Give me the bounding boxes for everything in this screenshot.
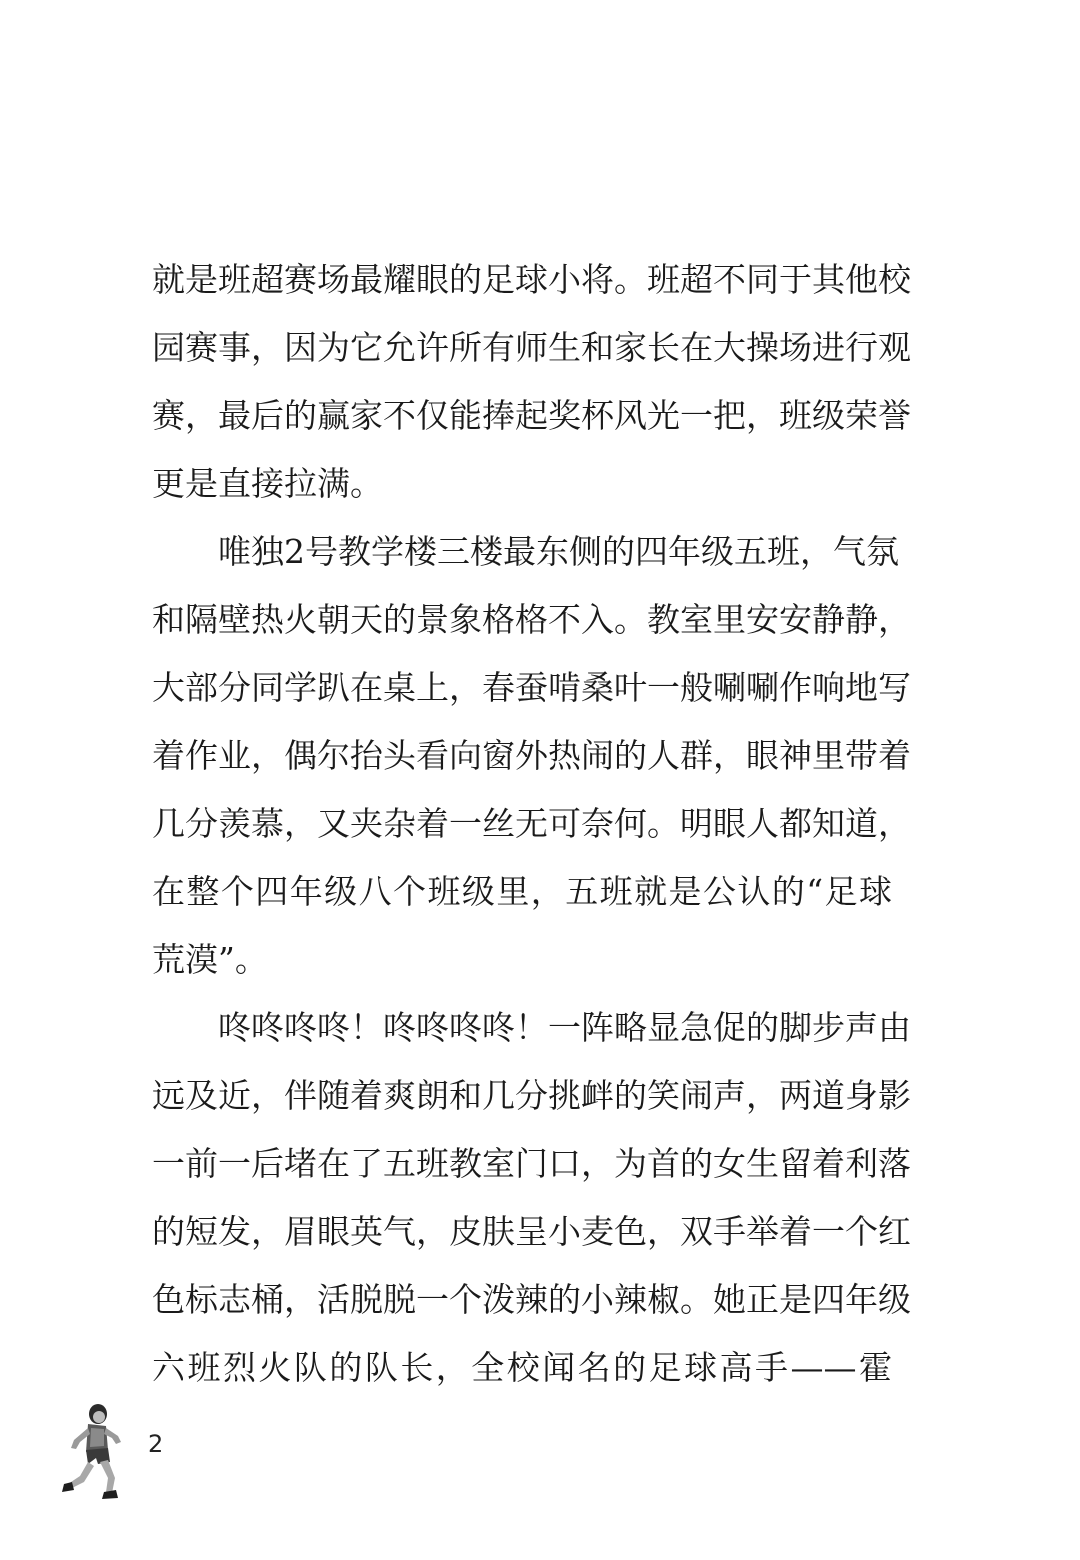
paragraph-1 <box>152 246 911 518</box>
text-line: 六班烈火队的队长，全校闻名的足球高手——霍 <box>152 1348 892 1387</box>
running-boy-icon <box>58 1402 124 1502</box>
text-line: 着作业，偶尔抬头看向窗外热闹的人群，眼神里带着 <box>152 736 911 775</box>
page-number: 2 <box>148 1430 164 1458</box>
text-line: 就是班超赛场最耀眼的足球小将。班超不同于其他校 <box>152 260 911 299</box>
text-line: 园赛事，因为它允许所有师生和家长在大操场进行观 <box>152 328 911 367</box>
text-line: 色标志桶，活脱脱一个泼辣的小辣椒。她正是四年级 <box>152 1280 911 1319</box>
text-line: 远及近，伴随着爽朗和几分挑衅的笑闹声，两道身影 <box>152 1076 911 1115</box>
text-line: 和隔壁热火朝天的景象格格不入。教室里安安静静， <box>152 600 911 639</box>
text-line: 更是直接拉满。 <box>152 464 383 503</box>
page-body <box>152 246 911 1402</box>
text-line: 大部分同学趴在桌上，春蚕啃桑叶一般唰唰作响地写 <box>152 668 911 707</box>
text-line: 荒漠”。 <box>152 940 268 979</box>
text-line: 唯独2号教学楼三楼最东侧的四年级五班，气氛 <box>218 532 899 571</box>
paragraph-3 <box>152 994 911 1402</box>
text-line: 的短发，眉眼英气，皮肤呈小麦色，双手举着一个红 <box>152 1212 911 1251</box>
text-line: 咚咚咚咚！咚咚咚咚！一阵略显急促的脚步声由 <box>218 1008 911 1047</box>
text-line: 赛，最后的赢家不仅能捧起奖杯风光一把，班级荣誉 <box>152 396 911 435</box>
text-line: 一前一后堵在了五班教室门口，为首的女生留着利落 <box>152 1144 911 1183</box>
text-line: 在整个四年级八个班级里，五班就是公认的“足球 <box>152 872 892 911</box>
text-line: 几分羡慕，又夹杂着一丝无可奈何。明眼人都知道， <box>152 804 911 843</box>
paragraph-2 <box>152 518 911 994</box>
